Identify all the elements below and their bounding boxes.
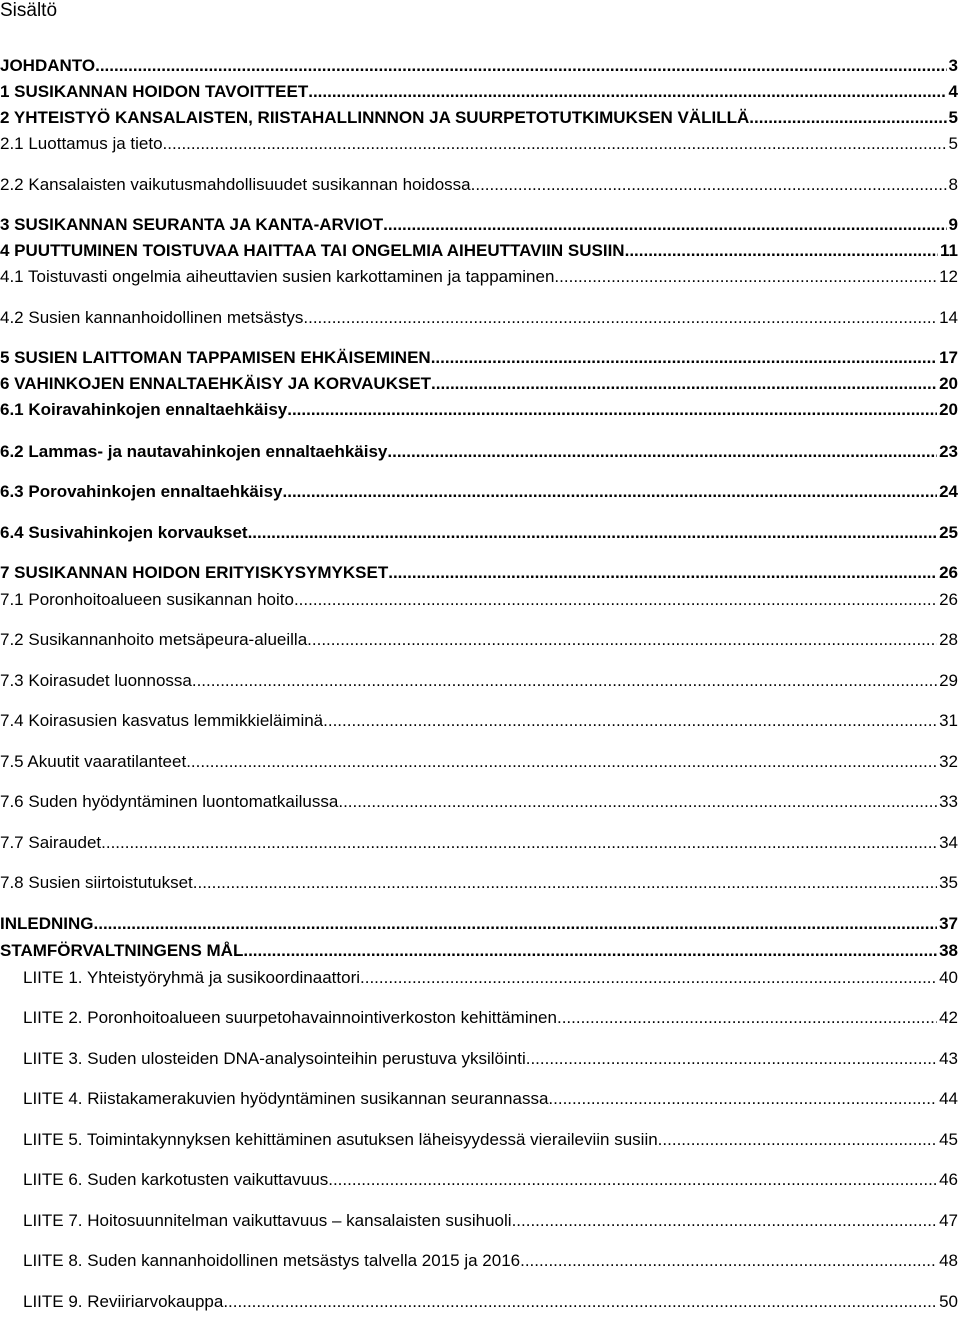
toc-entry-5[interactable]	[0, 348, 958, 372]
toc-entry-title: 4.2 Susien kannanhoidollinen metsästys	[0, 308, 304, 327]
toc-dot-leader	[526, 1049, 937, 1069]
toc-entry-7-1[interactable]	[0, 590, 958, 614]
toc-entry-page: 8	[948, 175, 958, 194]
toc-dot-leader	[388, 563, 937, 583]
toc-entry-liite-5[interactable]	[23, 1130, 958, 1154]
toc-entry-page: 35	[939, 873, 958, 892]
toc-entry-title: 3 SUSIKANNAN SEURANTA JA KANTA-ARVIOT	[0, 215, 384, 234]
toc-dot-leader	[287, 400, 937, 420]
toc-entry-title: 7.7 Sairaudet	[0, 833, 102, 852]
toc-entry-page: 45	[939, 1130, 958, 1149]
toc-entry-title: 1 SUSIKANNAN HOIDON TAVOITTEET	[0, 82, 309, 101]
toc-dot-leader	[193, 873, 937, 893]
toc-dot-leader	[186, 752, 937, 772]
toc-entry-title: 7.8 Susien siirtoistutukset	[0, 873, 193, 892]
toc-entry-page: 42	[939, 1008, 958, 1027]
toc-entry-6-2[interactable]	[0, 442, 958, 466]
toc-entry-page: 5	[948, 108, 958, 127]
toc-entry-6-3[interactable]	[0, 482, 958, 506]
toc-entry-page: 44	[939, 1089, 958, 1108]
toc-entry-page: 29	[939, 671, 958, 690]
toc-dot-leader	[223, 1292, 937, 1312]
toc-dot-leader	[658, 1130, 937, 1150]
toc-entry-title: STAMFÖRVALTNINGENS MÅL	[0, 941, 244, 960]
toc-entry-7-6[interactable]	[0, 792, 958, 816]
toc-entry-liite-8[interactable]	[23, 1251, 958, 1275]
toc-entry-title: 2.2 Kansalaisten vaikutusmahdollisuudet susikannan hoidossa	[0, 175, 471, 194]
toc-dot-leader	[101, 833, 937, 853]
toc-entry-7-8[interactable]	[0, 873, 958, 897]
toc-entry-title: LIITE 1. Yhteistyöryhmä ja susikoordinaattori	[23, 968, 361, 987]
toc-dot-leader	[360, 968, 937, 988]
toc-dot-leader	[328, 1170, 937, 1190]
toc-entry-title: 7.3 Koirasudet luonnossa	[0, 671, 192, 690]
toc-dot-leader	[323, 711, 937, 731]
toc-dot-leader	[625, 241, 938, 261]
toc-entry-7-2[interactable]	[0, 630, 958, 654]
toc-dot-leader	[303, 308, 937, 328]
toc-entry-title: 7.5 Akuutit vaaratilanteet	[0, 752, 187, 771]
toc-entry-page: 33	[939, 792, 958, 811]
toc-entry-page: 26	[939, 563, 958, 582]
toc-entry-page: 32	[939, 752, 958, 771]
toc-entry-2[interactable]	[0, 108, 958, 132]
toc-entry-page: 4	[948, 82, 958, 101]
toc-entry-page: 11	[940, 241, 958, 260]
toc-entry-title: LIITE 7. Hoitosuunnitelman vaikuttavuus – kansalaisten susihuoli	[23, 1211, 512, 1230]
toc-entry-page: 38	[939, 941, 958, 960]
toc-entry-title: 7 SUSIKANNAN HOIDON ERITYISKYSYMYKSET	[0, 563, 389, 582]
toc-entry-7-4[interactable]	[0, 711, 958, 735]
toc-dot-leader	[192, 671, 937, 691]
toc-entry-page: 5	[948, 134, 958, 153]
toc-entry-page: 12	[939, 267, 958, 286]
toc-entry-page: 9	[948, 215, 958, 234]
toc-entry-title: INLEDNING	[0, 914, 94, 933]
toc-entry-inledning[interactable]	[0, 914, 958, 938]
toc-entry-page: 20	[939, 374, 958, 393]
toc-dot-leader	[94, 914, 938, 934]
toc-dot-leader	[243, 941, 937, 961]
toc-entry-title: LIITE 5. Toimintakynnyksen kehittäminen asutuksen läheisyydessä vieraileviin susiin	[23, 1130, 658, 1149]
toc-entry-page: 43	[939, 1049, 958, 1068]
toc-entry-title: 6.4 Susivahinkojen korvaukset	[0, 523, 248, 542]
toc-entry-liite-2[interactable]	[23, 1008, 958, 1032]
toc-dot-leader	[557, 1008, 937, 1028]
toc-entry-page: 24	[939, 482, 958, 501]
toc-entry-page: 14	[939, 308, 958, 327]
toc-entry-title: 5 SUSIEN LAITTOMAN TAPPAMISEN EHKÄISEMINEN	[0, 348, 431, 367]
toc-entry-title: JOHDANTO	[0, 56, 96, 75]
toc-dot-leader	[248, 523, 938, 543]
toc-entry-4[interactable]	[0, 241, 958, 265]
toc-entry-4-2[interactable]	[0, 308, 958, 332]
toc-entry-2-1[interactable]	[0, 134, 958, 158]
toc-entry-liite-4[interactable]	[23, 1089, 958, 1113]
toc-entry-7-3[interactable]	[0, 671, 958, 695]
toc-entry-page: 17	[939, 348, 958, 367]
toc-dot-leader	[431, 374, 937, 394]
toc-entry-page: 48	[939, 1251, 958, 1270]
toc-entry-title: LIITE 8. Suden kannanhoidollinen metsästys talvella 2015 ja 2016	[23, 1251, 521, 1270]
toc-dot-leader	[294, 590, 937, 610]
toc-entry-title: LIITE 3. Suden ulosteiden DNA-analysointeihin perustuva yksilöinti	[23, 1049, 526, 1068]
toc-entry-page: 31	[939, 711, 958, 730]
toc-entry-title: LIITE 2. Poronhoitoalueen suurpetohavainnointiverkoston kehittäminen	[23, 1008, 557, 1027]
toc-entry-title: 7.2 Susikannanhoito metsäpeura-alueilla	[0, 630, 308, 649]
toc-dot-leader	[95, 56, 946, 76]
toc-entry-title: LIITE 6. Suden karkotusten vaikuttavuus	[23, 1170, 329, 1189]
toc-entry-title: 6.3 Porovahinkojen ennaltaehkäisy	[0, 482, 283, 501]
toc-entry-7-7[interactable]	[0, 833, 958, 857]
toc-entry-stamforvaltningens-mal[interactable]	[0, 941, 958, 965]
toc-dot-leader	[520, 1251, 937, 1271]
toc-entry-page: 26	[939, 590, 958, 609]
toc-entry-title: 2.1 Luottamus ja tieto	[0, 134, 163, 153]
toc-entry-title: 2 YHTEISTYÖ KANSALAISTEN, RIISTAHALLINNNON JA SUURPETOTUTKIMUKSEN VÄLILLÄ	[0, 108, 750, 127]
toc-entry-title: 6.1 Koiravahinkojen ennaltaehkäisy	[0, 400, 288, 419]
toc-entry-liite-6[interactable]	[23, 1170, 958, 1194]
toc-dot-leader	[308, 82, 946, 102]
toc-entry-title: 4 PUUTTUMINEN TOISTUVAA HAITTAA TAI ONGELMIA AIHEUTTAVIIN SUSIIN	[0, 241, 625, 260]
toc-dot-leader	[387, 442, 937, 462]
toc-entry-page: 3	[948, 56, 958, 75]
toc-entry-6[interactable]	[0, 374, 958, 398]
toc-dot-leader	[471, 175, 947, 195]
toc-entry-page: 34	[939, 833, 958, 852]
toc-entry-title: LIITE 4. Riistakamerakuvien hyödyntäminen susikannan seurannassa	[23, 1089, 549, 1108]
toc-dot-leader	[554, 267, 937, 287]
toc-entry-title: LIITE 9. Reviiriarvokauppa	[23, 1292, 224, 1311]
toc-entry-page: 25	[939, 523, 958, 542]
toc-entry-2-2[interactable]	[0, 175, 958, 199]
toc-entry-page: 47	[939, 1211, 958, 1230]
toc-entry-title: 4.1 Toistuvasti ongelmia aiheuttavien susien karkottaminen ja tappaminen	[0, 267, 555, 286]
toc-dot-leader	[431, 348, 937, 368]
toc-dot-leader	[383, 215, 946, 235]
toc-entry-page: 40	[939, 968, 958, 987]
toc-entry-title: 7.1 Poronhoitoalueen susikannan hoito	[0, 590, 294, 609]
toc-dot-leader	[548, 1089, 937, 1109]
toc-entry-6-1[interactable]	[0, 400, 958, 424]
toc-dot-leader	[749, 108, 946, 128]
toc-entry-6-4[interactable]	[0, 523, 958, 547]
toc-dot-leader	[283, 482, 938, 502]
toc-dot-leader	[163, 134, 947, 154]
toc-entry-7[interactable]	[0, 563, 958, 587]
toc-entry-page: 37	[939, 914, 958, 933]
toc-entry-title: 6.2 Lammas- ja nautavahinkojen ennaltaehkäisy	[0, 442, 388, 461]
toc-entry-liite-1[interactable]	[23, 968, 958, 992]
toc-entry-title: 6 VAHINKOJEN ENNALTAEHKÄISY JA KORVAUKSET	[0, 374, 432, 393]
toc-entry-page: 23	[939, 442, 958, 461]
toc-entry-page: 28	[939, 630, 958, 649]
toc-entry-1[interactable]	[0, 82, 958, 106]
toc-entry-3[interactable]	[0, 215, 958, 239]
toc-dot-leader	[307, 630, 937, 650]
toc-heading: Sisältö	[0, 0, 58, 21]
toc-entry-johdanto[interactable]	[0, 56, 958, 80]
toc-entry-7-5[interactable]	[0, 752, 958, 776]
toc-entry-page: 50	[939, 1292, 958, 1311]
toc-entry-title: 7.4 Koirasusien kasvatus lemmikkieläiminä	[0, 711, 324, 730]
toc-dot-leader	[512, 1211, 938, 1231]
toc-entry-liite-7[interactable]	[23, 1211, 958, 1235]
toc-entry-title: 7.6 Suden hyödyntäminen luontomatkailussa	[0, 792, 339, 811]
toc-entry-liite-9[interactable]	[23, 1292, 958, 1316]
toc-entry-liite-3[interactable]	[23, 1049, 958, 1073]
toc-entry-page: 20	[939, 400, 958, 419]
toc-entry-4-1[interactable]	[0, 267, 958, 291]
toc-entry-page: 46	[939, 1170, 958, 1189]
toc-dot-leader	[338, 792, 937, 812]
